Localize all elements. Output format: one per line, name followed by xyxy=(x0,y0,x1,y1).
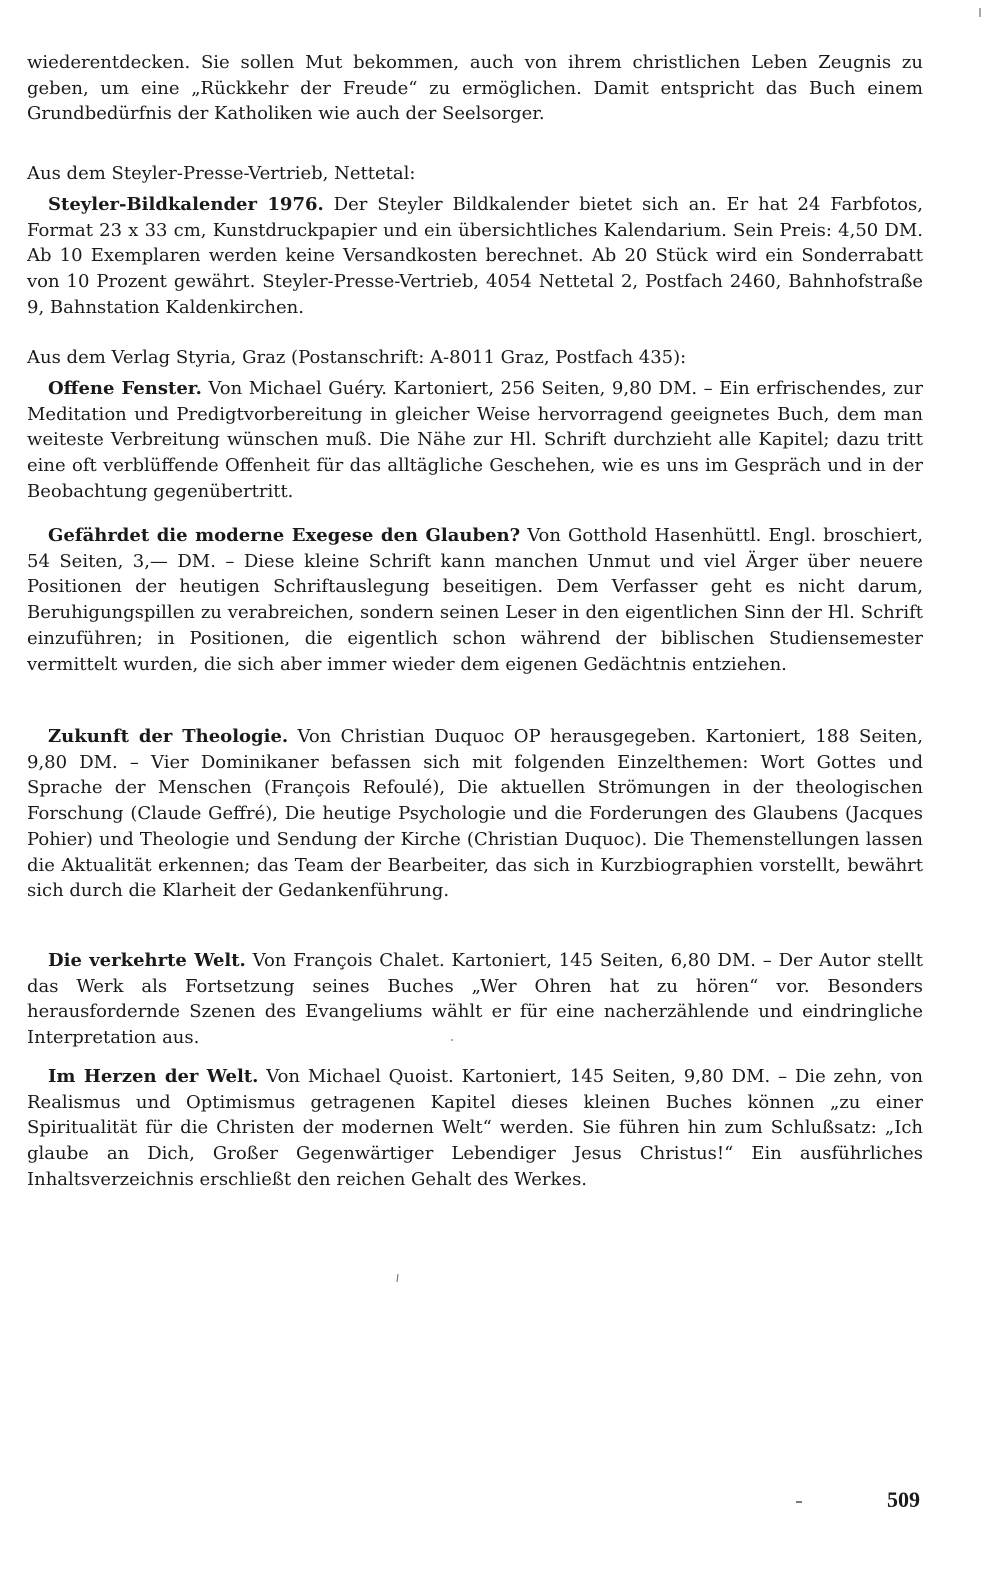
entry-title: Die verkehrte Welt. xyxy=(48,950,246,971)
entry-title: Offene Fenster. xyxy=(48,378,202,399)
publisher-heading-styria: Aus dem Verlag Styria, Graz (Postanschrift: A-8011 Graz, Postfach 435): xyxy=(27,347,687,368)
entry-title: Gefährdet die moderne Exegese den Glauben? xyxy=(48,525,521,546)
entry-title: Steyler-Bildkalender 1976. xyxy=(48,194,324,215)
entry-body: Der Steyler Bildkalender bietet sich an. Er hat 24 Farbfotos, Format 23 x 33 cm, Kunstdruckpapier und ein übersichtliches Kalendarium. Sein Preis: 4,50 DM. Ab 10 Exemplaren werden keine Versandkosten berechnet. Ab 20 Stück wird ein Sonderrabatt von 10 Prozent gewährt. Steyler-Presse-Vertrieb, 4054 Nettetal 2, Postfach 2460, Bahnhofstraße 9, Bahnstation Kaldenkirchen. xyxy=(27,194,923,318)
page-number: 509 xyxy=(887,1487,920,1512)
entry-body: Von Michael Quoist. Kartoniert, 145 Seiten, 9,80 DM. – Die zehn, von Realismus und Optimismus getragenen Kapitel dieses kleinen Buches können „zu einer Spiritualität für die Christen der modernen Welt“ werden. Sie führen hin zum Schlußsatz: „Ich glaube an Dich, Großer Gegenwärtiger Lebendiger Jesus Christus!“ Ein ausführliches Inhaltsverzeichnis erschließt den reichen Gehalt des Werkes. xyxy=(27,1066,923,1190)
intro-paragraph: wiederentdecken. Sie sollen Mut bekommen, auch von ihrem christlichen Leben Zeugnis zu geben, um eine „Rückkehr der Freude“ zu ermöglichen. Damit entspricht das Buch einem Grundbedürfnis der Katholiken wie auch der Seelsorger. xyxy=(27,52,923,125)
scan-speck xyxy=(397,1274,398,1282)
scan-speck xyxy=(451,1039,453,1041)
entry-body: Von Michael Guéry. Kartoniert, 256 Seiten, 9,80 DM. – Ein erfrischendes, zur Meditation und Predigtvorbereitung in gleicher Weise hervorragend geeignetes Buch, dem man weiteste Verbreitung wünschen muß. Die Nähe zur Hl. Schrift durchzieht alle Kapitel; dazu tritt eine oft verblüffende Offenheit für das alltägliche Geschehen, wie es uns im Gespräch und in der Beobachtung gegenübertritt. xyxy=(27,378,923,502)
entry-title: Zukunft der Theologie. xyxy=(48,726,289,747)
entry-title: Im Herzen der Welt. xyxy=(48,1066,259,1087)
publisher-heading-steyler: Aus dem Steyler-Presse-Vertrieb, Nettetal: xyxy=(27,163,416,184)
entry-body: Von François Chalet. Kartoniert, 145 Seiten, 6,80 DM. – Der Autor stellt das Werk als Fortsetzung seines Buches „Wer Ohren hat zu hören“ vor. Besonders herausfordernde Szenen des Evangeliums wählt er für eine nacherzählende und eindringliche Interpretation aus. xyxy=(27,950,923,1049)
entry-body: Von Christian Duquoc OP herausgegeben. Kartoniert, 188 Seiten, 9,80 DM. – Vier Dominikaner befassen sich mit folgenden Einzelthemen: Wort Gottes und Sprache der Menschen (François Refoulé), Die aktuellen Strömungen in der theologischen Forschung (Claude Geffré), Die heutige Psychologie und die Forderungen des Glaubens (Jacques Pohier) und Theologie und Sendung der Kirche (Christian Duquoc). Die Themenstellungen lassen die Aktualität erkennen; das Team der Bearbeiter, das sich in Kurzbiographien vorstellt, bewährt sich durch die Klarheit der Gedankenführung. xyxy=(27,726,923,902)
entry-body: Von Gotthold Hasenhüttl. Engl. broschiert, 54 Seiten, 3,— DM. – Diese kleine Schrift kann manchen Unmut und viel Ärger über neuere Positionen der heutigen Schriftauslegung beseitigen. Dem Verfasser geht es nicht darum, Beruhigungspillen zu verabreichen, sondern seinen Leser in den eigentlichen Sinn der Hl. Schrift einzuführen; in Positionen, die eigentlich schon während der biblischen Studiensemester vermittelt wurden, die sich aber immer wieder dem eigenen Gedächtnis entziehen. xyxy=(27,525,923,675)
